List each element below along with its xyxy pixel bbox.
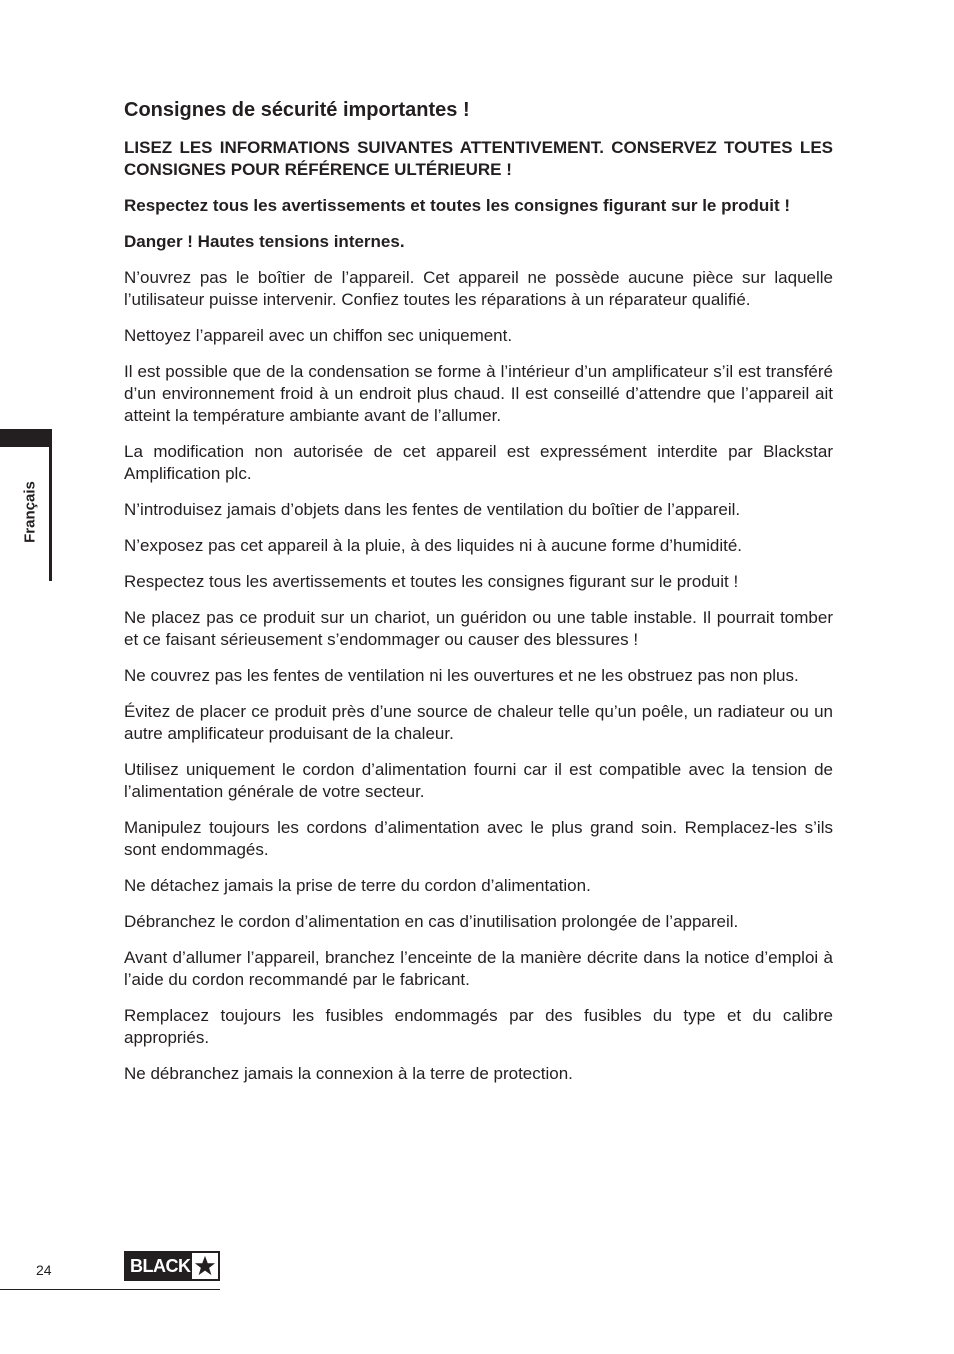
blackstar-logo: [124, 1251, 220, 1281]
star-icon: [192, 1253, 218, 1279]
safety-paragraph: Ne détachez jamais la prise de terre du cordon d’alimentation.: [124, 876, 591, 895]
safety-paragraph: Respectez tous les avertissements et toutes les consignes figurant sur le produit !: [124, 572, 739, 591]
safety-paragraph: N’exposez pas cet appareil à la pluie, à des liquides ni à aucune forme d’humidité.: [124, 536, 743, 555]
page-number: 24: [36, 1262, 52, 1278]
logo-text: BLACK: [126, 1253, 192, 1279]
main-content: [124, 97, 833, 1099]
safety-paragraph: N’ouvrez pas le boîtier de l’appareil. Cet appareil ne possède aucune pièce sur laquelle l’utilisateur puisse intervenir. Confiez toutes les réparations à un réparateur qualifié.: [124, 268, 833, 309]
safety-paragraph: Remplacez toujours les fusibles endommagés par des fusibles du type et du calibre appropriés.: [124, 1006, 833, 1047]
safety-paragraph: La modification non autorisée de cet appareil est expressément interdite par Blackstar Amplification plc.: [124, 442, 833, 483]
language-label: Français: [21, 481, 39, 543]
safety-paragraph: LISEZ LES INFORMATIONS SUIVANTES ATTENTIVEMENT. CONSERVEZ TOUTES LES CONSIGNES POUR RÉFÉRENCE ULTÉRIEURE !: [124, 138, 833, 179]
footer-rule: [0, 1289, 220, 1290]
language-tab-rule: [49, 447, 52, 581]
safety-paragraph: Débranchez le cordon d’alimentation en cas d’inutilisation prolongée de l’appareil.: [124, 912, 739, 931]
safety-paragraph: Manipulez toujours les cordons d’alimentation avec le plus grand soin. Remplacez-les s’ils sont endommagés.: [124, 818, 833, 859]
safety-paragraph: Ne placez pas ce produit sur un chariot, un guéridon ou une table instable. Il pourrait tomber et ce faisant sérieusement s’endommager ou causer des blessures !: [124, 608, 833, 649]
safety-paragraph: Utilisez uniquement le cordon d’alimentation fourni car il est compatible avec la tension de l’alimentation générale de votre secteur.: [124, 760, 833, 801]
safety-paragraph: Danger ! Hautes tensions internes.: [124, 232, 405, 251]
safety-instructions: [124, 137, 833, 1085]
safety-paragraph: Ne débranchez jamais la connexion à la terre de protection.: [124, 1064, 573, 1083]
safety-paragraph: Respectez tous les avertissements et toutes les consignes figurant sur le produit !: [124, 196, 791, 215]
safety-paragraph: Évitez de placer ce produit près d’une source de chaleur telle qu’un poêle, un radiateur ou un autre amplificateur produisant de la chaleur.: [124, 702, 833, 743]
page-title: Consignes de sécurité importantes !: [124, 99, 470, 121]
safety-paragraph: Nettoyez l’appareil avec un chiffon sec uniquement.: [124, 326, 513, 345]
language-tab-bar: [0, 429, 52, 447]
safety-paragraph: Avant d’allumer l’appareil, branchez l’enceinte de la manière décrite dans la notice d’emploi à l’aide du cordon recommandé par le fabricant.: [124, 948, 833, 989]
safety-paragraph: Il est possible que de la condensation se forme à l’intérieur d’un amplificateur s’il est transféré d’un environnement froid à un endroit plus chaud. Il est conseillé d’attendre que l’appareil ait atteint la température ambiante avant de l’allumer.: [124, 362, 833, 425]
safety-paragraph: Ne couvrez pas les fentes de ventilation ni les ouvertures et ne les obstruez pas non plus.: [124, 666, 799, 685]
safety-paragraph: N’introduisez jamais d’objets dans les fentes de ventilation du boîtier de l’appareil.: [124, 500, 741, 519]
